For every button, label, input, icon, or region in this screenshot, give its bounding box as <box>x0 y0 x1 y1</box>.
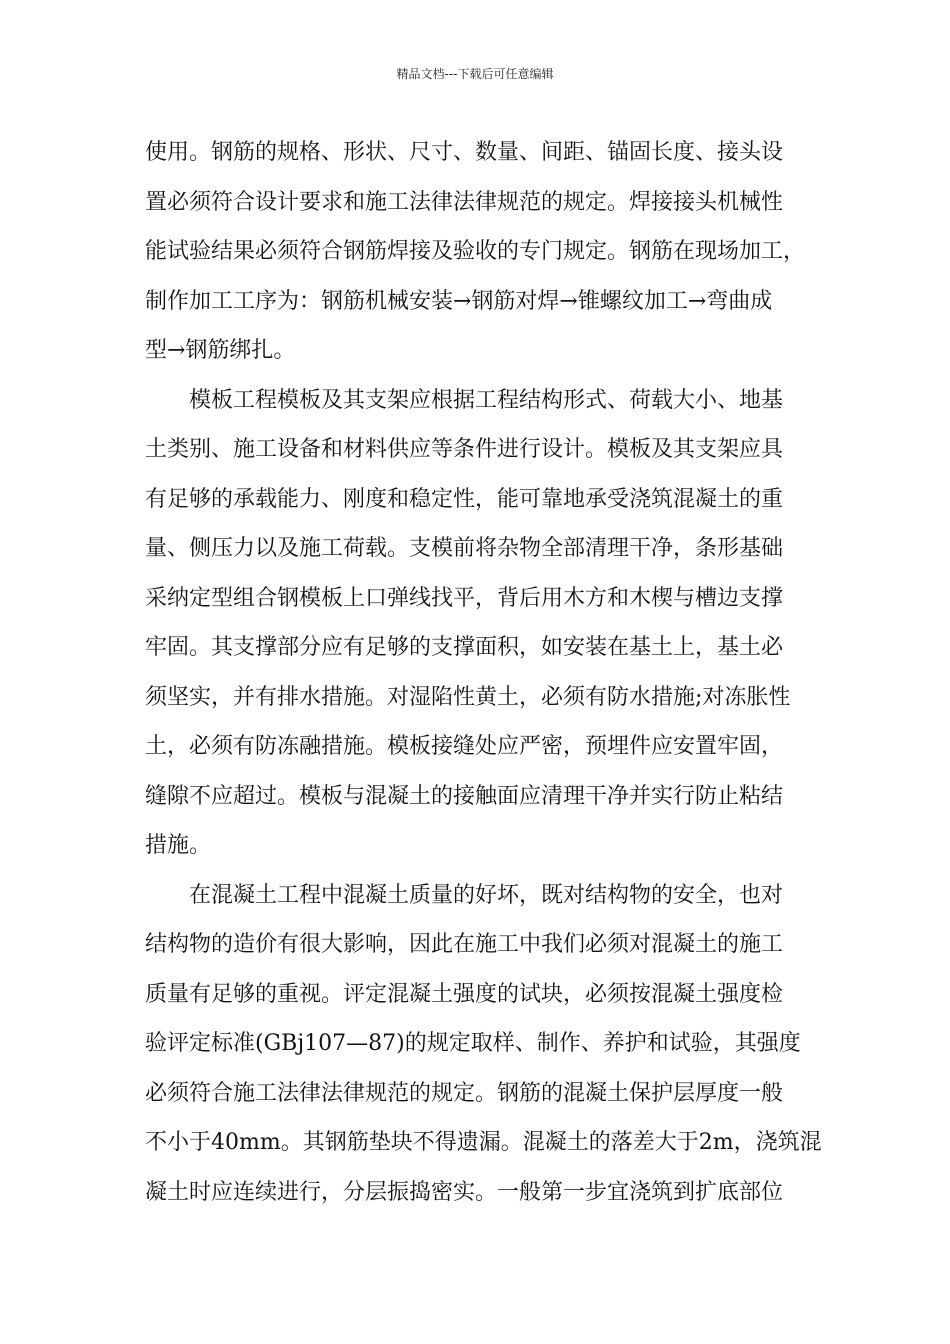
text-line: 置必须符合设计要求和施工法律法律规范的规定。焊接接头机械性 <box>145 189 784 215</box>
text-line: 凝土时应连续进行，分层振捣密实。一般第一步宜浇筑到扩底部位 <box>145 1179 784 1205</box>
text-line: 质量有足够的重视。评定混凝土强度的试块，必须按混凝土强度检 <box>145 981 784 1007</box>
text-line: 牢固。其支撑部分应有足够的支撑面积，如安装在基土上，基土必 <box>145 635 784 660</box>
text-line: 有足够的承载能力、刚度和稳定性，能可靠地承受浇筑混凝土的重 <box>145 486 784 512</box>
text-line: 量、侧压力以及施工荷载。支模前将杂物全部清理干净，条形基础 <box>145 536 784 561</box>
document-body <box>145 128 825 1217</box>
text-line: 能试验结果必须符合钢筋焊接及验收的专门规定。钢筋在现场加工， <box>145 239 806 264</box>
text-line: 措施。 <box>145 833 212 858</box>
paragraph-2 <box>145 376 825 871</box>
page-header: 精品文档---下载后可任意编辑 <box>396 67 554 81</box>
text-line: 模板工程模板及其支架应根据工程结构形式、荷载大小、地基 <box>145 387 784 413</box>
text-line: 制作加工工序为：钢筋机械安装→钢筋对焊→锥螺纹加工→弯曲成 <box>145 288 773 314</box>
text-line: 采纳定型组合钢模板上口弹线找平，背后用木方和木楔与槽边支撑 <box>145 585 784 611</box>
paragraph-3 <box>145 871 825 1218</box>
text-line: 必须符合施工法律法律规范的规定。钢筋的混凝土保护层厚度一般 <box>145 1080 784 1106</box>
text-line: 验评定标准(GBj107—87)的规定取样、制作、养护和试验，其强度 <box>145 1031 801 1056</box>
text-line: 缝隙不应超过。模板与混凝土的接触面应清理干净并实行防止粘结 <box>145 783 784 809</box>
text-line: 土类别、施工设备和材料供应等条件进行设计。模板及其支架应具 <box>145 437 784 462</box>
text-line: 在混凝土工程中混凝土质量的好坏，既对结构物的安全，也对 <box>145 882 784 908</box>
text-line: 使用。钢筋的规格、形状、尺寸、数量、间距、锚固长度、接头设 <box>145 140 784 165</box>
text-line: 结构物的造价有很大影响，因此在施工中我们必须对混凝土的施工 <box>145 932 784 957</box>
text-line: 不小于40mm。其钢筋垫块不得遗漏。混凝土的落差大于2m，浇筑混 <box>145 1130 822 1155</box>
text-line: 型→钢筋绑扎。 <box>145 338 296 363</box>
text-line: 须坚实，并有排水措施。对湿陷性黄土，必须有防水措施;对冻胀性 <box>145 684 791 710</box>
paragraph-1 <box>145 128 825 376</box>
text-line: 土，必须有防冻融措施。模板接缝处应严密，预埋件应安置牢固， <box>145 734 784 759</box>
